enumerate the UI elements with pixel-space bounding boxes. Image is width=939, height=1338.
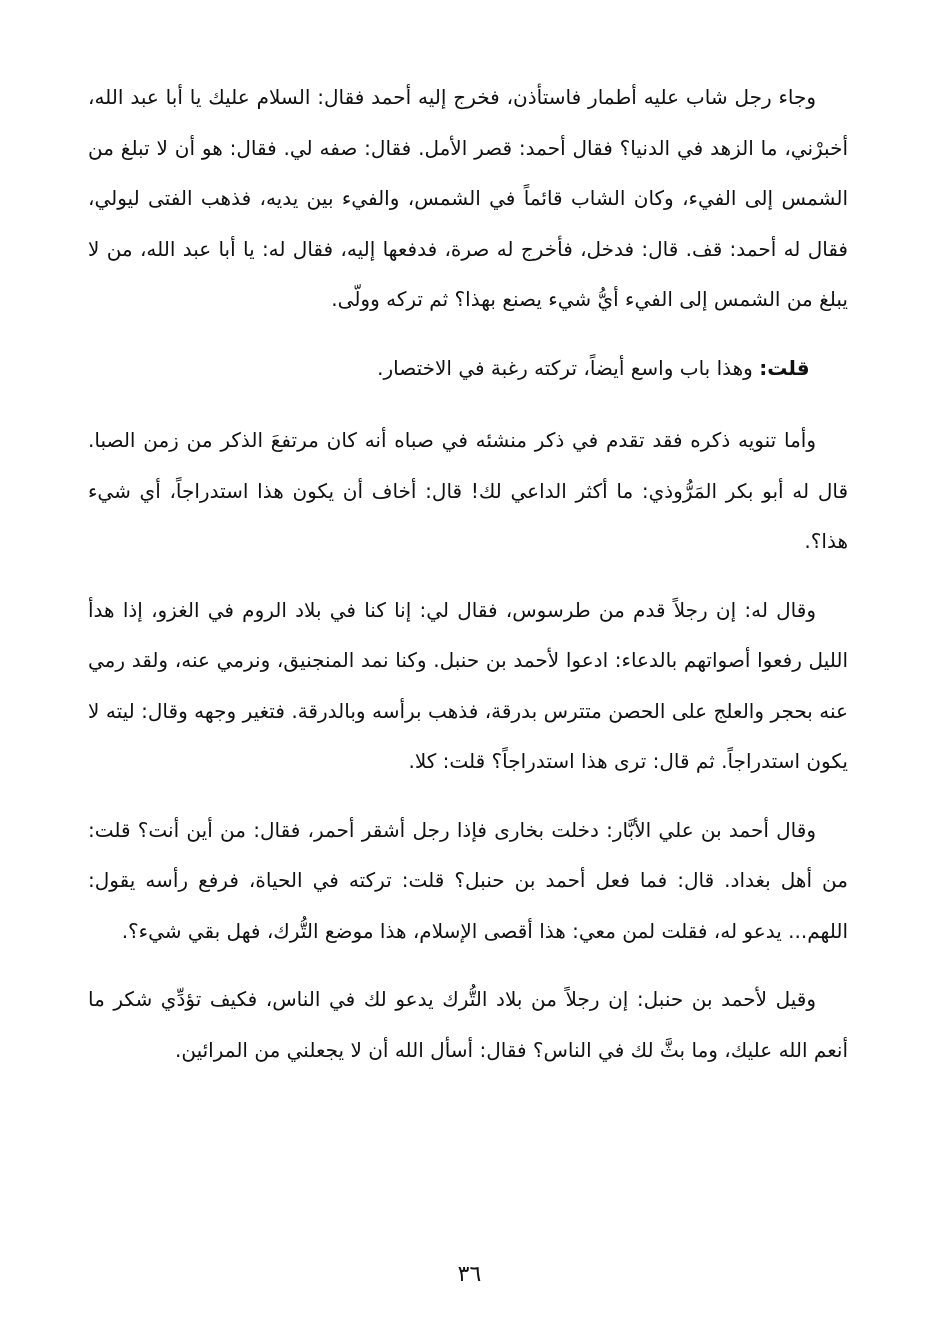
paragraph-spacer bbox=[88, 567, 848, 585]
page-number: ٣٦ bbox=[457, 1262, 482, 1287]
paragraph-bukhara: وقال أحمد بن علي الأبَّار: دخلت بخارى فإذا رجل أشقر أحمر، فقال: من أين أنت؟ قلت: من أهل بغداد. قال: فما فعل أحمد بن حنبل؟ قلت: تركته في الحياة، فرفع رأسه يقول: اللهم... يدعو له، فقلت لمن معي: هذا أقصى الإسلام، هذا موضع التُّرك، فهل بقي شيء؟. bbox=[88, 817, 848, 943]
paragraph-tarsus: وقال له: إن رجلاً قدم من طرسوس، فقال لي: إنا كنا في بلاد الروم في الغزو، إذا هدأ الليل رفعوا أصواتهم بالدعاء: ادعوا لأحمد بن حنبل. وكنا نمد المنجنيق، ونرمي عنه، ولقد رمي عنه بحجر والعلج على الحصن متترس بدرقة، فذهب برأسه وبالدرقة. فتغير وجهه وقال: ليته لا يكون استدراجاً. ثم قال: ترى هذا استدراجاً؟ قلت: كلا. bbox=[88, 597, 848, 773]
paragraph-spacer bbox=[88, 393, 848, 415]
paragraph-author-note bbox=[88, 343, 848, 394]
book-page bbox=[88, 72, 848, 1302]
paragraph-fame: وأما تنويه ذكره فقد تقدم في ذكر منشئه في صباه أنه كان مرتفعَ الذكر من زمن الصبا. قال له أبو بكر المَرُّوذي: ما أكثر الداعي لك! قال: أخاف أن يكون هذا استدراجاً، أي شيء هذا؟. bbox=[88, 428, 848, 553]
note-lead-word: قلت: bbox=[759, 355, 810, 380]
note-text: وهذا باب واسع أيضاً، تركته رغبة في الاختصار. bbox=[377, 355, 760, 380]
paragraph-young-man: وجاء رجل شاب عليه أطمار فاستأذن، فخرج إليه أحمد فقال: السلام عليك يا أبا عبد الله، أخبرْني، ما الزهد في الدنيا؟ فقال أحمد: قصر الأمل. فقال: صفه لي. فقال: هو أن لا تبلغ من الشمس إلى الفيء، وكان الشاب قائماً في الشمس، والفيء بين يديه، فذهب الفتى ليولي، فقال له أحمد: قف. قال: فدخل، فأخرج له صرة، فدفعها إليه، فقال له: يا أبا عبد الله، من لا يبلغ من الشمس إلى الفيء أيُّ شيء يصنع بهذا؟ ثم تركه وولّى. bbox=[88, 85, 848, 311]
paragraph-turks: وقيل لأحمد بن حنبل: إن رجلاً من بلاد التُّرك يدعو لك في الناس، فكيف تؤدِّي شكر ما أنعم الله عليك، وما بثَّ لك في الناس؟ فقال: أسأل الله أن لا يجعلني من المرائين. bbox=[88, 987, 848, 1062]
paragraph-spacer bbox=[88, 956, 848, 974]
paragraph-spacer bbox=[88, 787, 848, 805]
paragraph-spacer bbox=[88, 325, 848, 343]
